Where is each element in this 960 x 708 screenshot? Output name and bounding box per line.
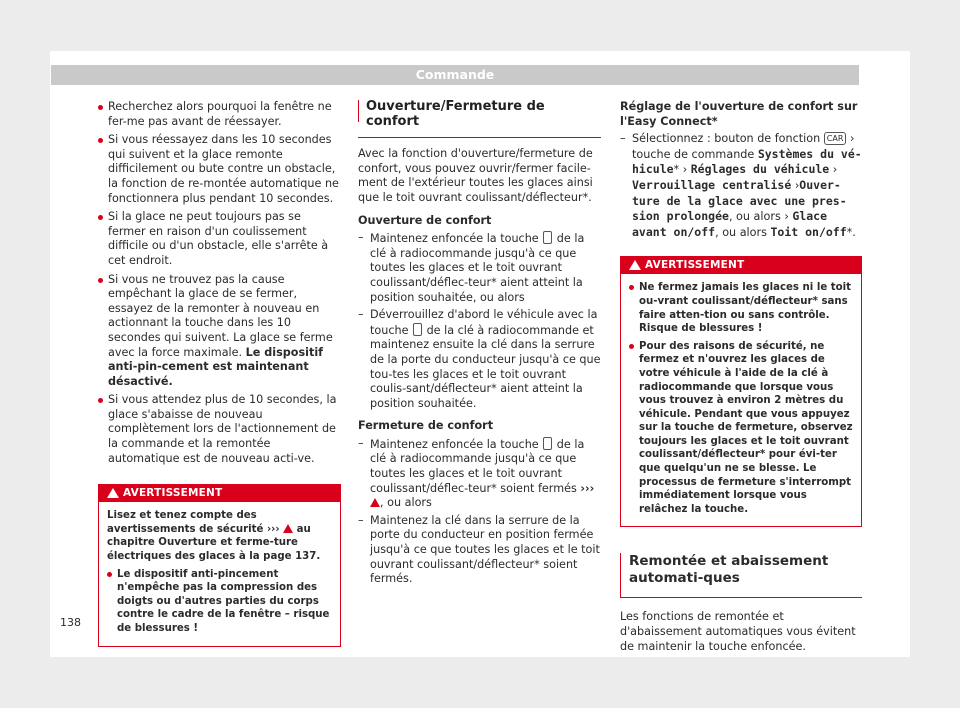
chapter-link[interactable]: au chapitre Ouverture et ferme-ture électriques des glaces à la page 137. <box>107 523 321 563</box>
list-item: Si la glace ne peut toujours pas se fermer en raison d'un coulissement difficile ou d'un obstacle, elle s'arrête à cet endroit. <box>98 210 341 268</box>
warning-text-a: Lisez et tenez compte des avertissements de sécurité <box>107 510 264 535</box>
key-open-icon <box>543 231 552 244</box>
step-text: *. <box>846 225 856 239</box>
step-text: , ou alors <box>715 225 767 239</box>
menu-item: Systèmes du vé-hicule <box>632 146 862 177</box>
warning-icon <box>283 524 293 533</box>
list-item-text: Si vous ne trouvez pas la cause empêchant la glace de se fermer, essayez de la remonter à nouveau en actionnant la touche dans les 10 secondes qui suivent. La glace se ferme avec la force maximale. <box>108 272 333 359</box>
section-text: Les fonctions de remontée et d'abaissement automatiques vous évitent de maintenir la touche enfoncée. <box>620 610 856 653</box>
list-item <box>358 437 601 511</box>
car-button-icon: CAR <box>824 132 847 145</box>
section-title: Remontée et abaissement automati-ques <box>620 553 862 598</box>
list-item <box>98 273 341 390</box>
step-text: de la clé à radiocommande jusqu'à ce que toutes les glaces et le toit ouvrant coulissant/déflec-teur* soient fermés <box>370 437 585 495</box>
intro-text: Avec la fonction d'ouverture/fermeture de confort, vous pouvez ouvrir/fermer facile-ment de l'extérieur toutes les glaces ainsi que le toit ouvrant coulissant/déflecteur*. <box>358 147 593 204</box>
separator: › <box>849 132 855 146</box>
list-item: Si vous attendez plus de 10 secondes, la glace s'abaisse de nouveau complètement lors de l'actionnement de la commande et la remontée automatique est de nouveau acti-ve. <box>98 393 341 466</box>
warning-bullet: Le dispositif anti-pincement n'empêche pas la compression des doigts ou d'autres parties du corps contre le cadre de la fenêtre – risque de blessures ! <box>107 568 332 636</box>
warning-title: AVERTISSEMENT <box>123 487 223 500</box>
warning-icon <box>107 488 119 498</box>
list-item <box>358 231 601 305</box>
list-item <box>620 132 862 240</box>
subheading-close: Fermeture de confort <box>358 419 494 433</box>
list-item-bold: Le dispositif anti-pin-cement est maintenant désactivé. <box>108 345 324 388</box>
list-item: – Maintenez la clé dans la serrure de la porte du conducteur en position fermée jusqu'à ce que toutes les glaces et le toit ouvrant coulissant/déflecteur* soient fermés. <box>358 514 601 587</box>
asterisk: * <box>673 163 680 177</box>
step-text: Déverrouillez d'abord le véhicule avec la touche <box>370 308 598 337</box>
menu-item: Toit on/off <box>770 224 847 239</box>
page-header: Commande <box>51 65 859 85</box>
menu-item: Ouver-ture de la glace avec une pres-sion prolongée <box>632 177 847 224</box>
menu-item: Réglages du véhicule <box>690 162 830 177</box>
warning-icon <box>629 260 641 270</box>
step-text: Maintenez enfoncée la touche <box>370 437 539 451</box>
warning-header <box>621 257 861 274</box>
subheading-open: Ouverture de confort <box>358 213 492 227</box>
warning-bullet: Pour des raisons de sécurité, ne fermez et n'ouvrez les glaces de votre véhicule à l'aide de la clé à radiocommande que lorsque vous vous trouvez à environ 2 mètres du véhicule. Pendant que vous appuyez sur la touche de fermeture, observez toujours les glaces et le toit ouvrant coulissant/déflecteur* pour évi-ter que quelqu'un ne se blesse. Le processus de fermeture s'interrompt immédiatement lorsque vous relâchez la touche. <box>629 340 853 517</box>
warning-bullet: Ne fermez jamais les glaces ni le toit ou-vrant coulissant/déflecteur* sans faire atten-tion ou sans contrôle. Risque de blessures ! <box>629 281 853 335</box>
step-text: de la clé à radiocommande et maintenez ensuite la clé dans la serrure de la porte du conducteur jusqu'à ce que tou-tes les glaces et le toit ouvrant coulis-sant/déflecteur* aient atteint la position souhaitée. <box>370 323 601 410</box>
reference-arrows: ››› <box>580 481 595 495</box>
warning-body <box>99 502 340 645</box>
step-text: , ou alors <box>380 496 432 510</box>
step-text: touche de commande <box>632 147 755 161</box>
list-item: Si vous réessayez dans les 10 secondes qui suivent et la glace remonte difficilement ou bute contre un obstacle, la fonction de re-montée automatique ne fonctionnera plus pendant 10 secondes. <box>98 133 341 206</box>
reference-arrows: ››› <box>266 523 280 535</box>
column-right <box>620 100 862 658</box>
list-item: Recherchez alors pourquoi la fenêtre ne fer-me pas avant de réessayer. <box>98 100 341 129</box>
warning-box <box>620 256 862 527</box>
step-text: , ou alors <box>728 210 781 224</box>
warning-body <box>621 274 861 526</box>
warning-icon <box>370 498 380 507</box>
column-left <box>98 100 341 647</box>
warning-box <box>98 484 341 646</box>
menu-item: Verrouillage centralisé <box>632 177 792 192</box>
separator: › <box>682 163 688 177</box>
step-text: Maintenez enfoncée la touche <box>370 232 539 246</box>
warning-header <box>99 485 340 502</box>
separator: › <box>794 178 800 192</box>
list-item <box>358 308 601 411</box>
menu-item: Glace avant on/off <box>632 209 828 239</box>
column-middle <box>358 100 601 590</box>
separator: › <box>832 163 838 177</box>
separator: › <box>784 210 789 224</box>
section-title: Ouverture/Fermeture de confort <box>358 100 601 138</box>
step-text: de la clé à radiocommande jusqu'à ce que toutes les glaces et le toit ouvrant coulissant/déflec-teur* aient atteint la position souhaitée, ou alors <box>370 232 585 304</box>
page-number: 138 <box>60 616 81 629</box>
key-lock-icon <box>543 437 552 450</box>
step-text: Sélectionnez : bouton de fonction <box>632 132 821 146</box>
key-unlock-icon <box>413 323 422 336</box>
subheading-easy-connect: Réglage de l'ouverture de confort sur l'Easy Connect* <box>620 100 858 128</box>
warning-title: AVERTISSEMENT <box>645 259 745 272</box>
warning-text <box>107 509 332 563</box>
